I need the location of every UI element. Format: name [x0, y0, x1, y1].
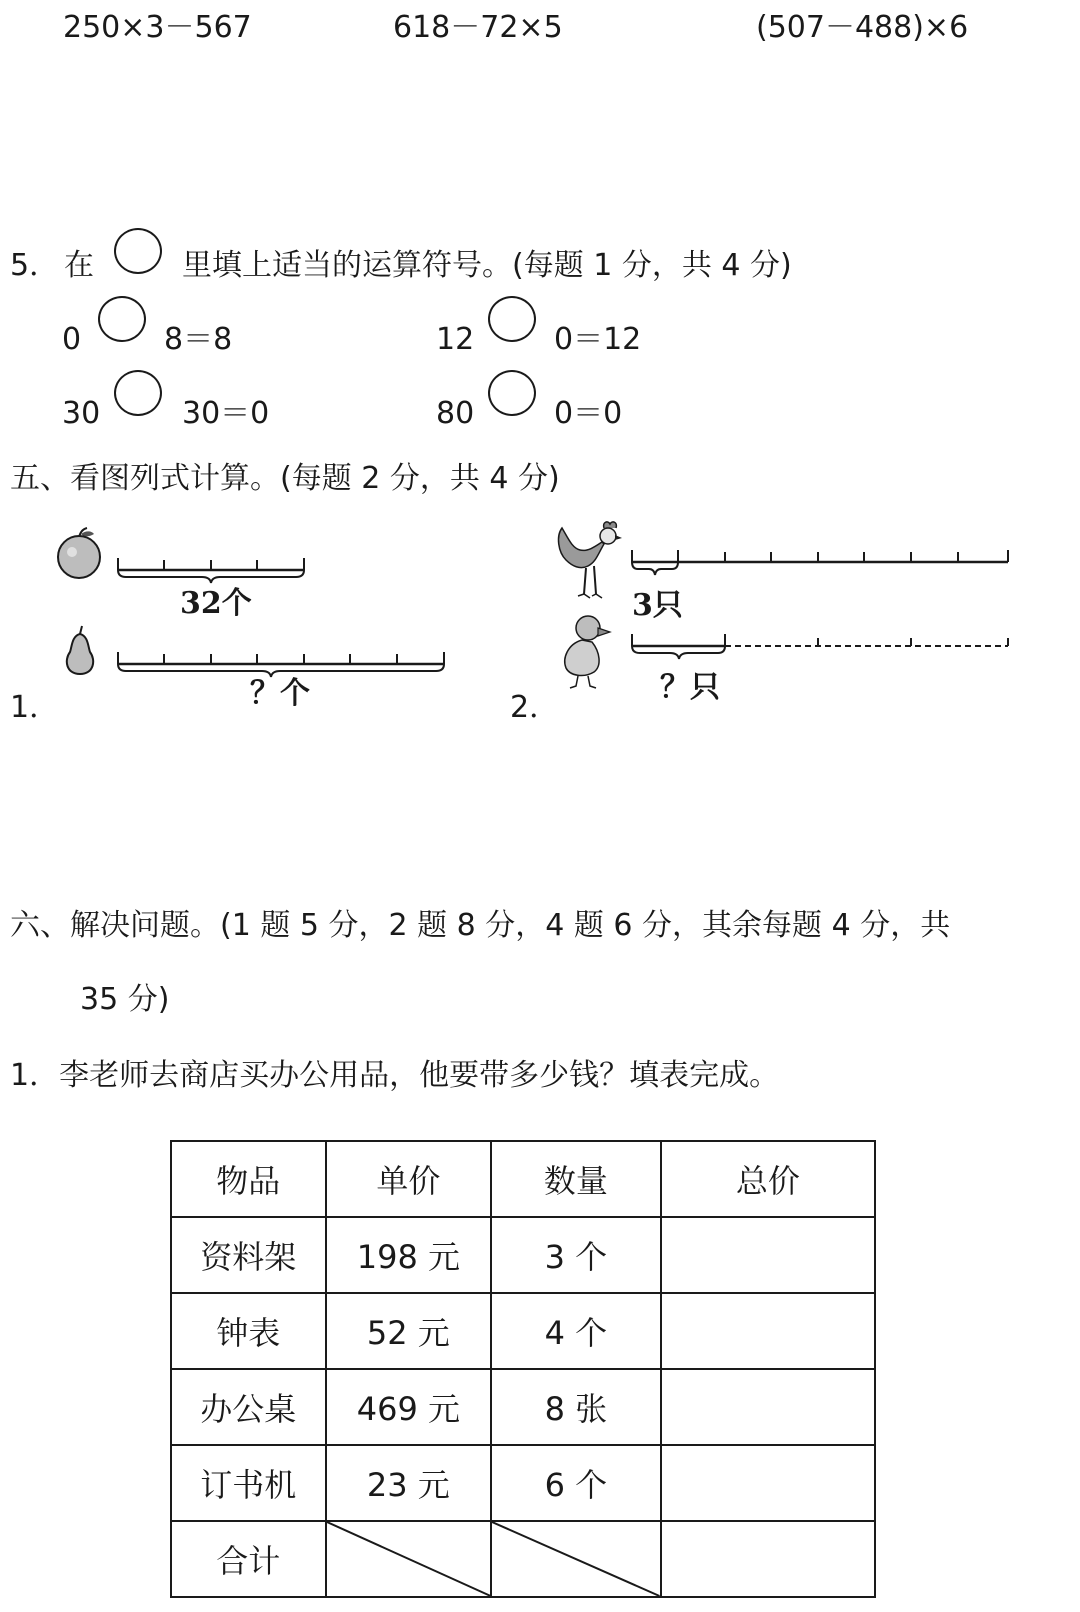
- table-total-row: [171, 1521, 875, 1597]
- cell-total-price[interactable]: [661, 1293, 875, 1369]
- cell-unit-price: 198 元: [326, 1217, 492, 1293]
- cell-quantity: 4 个: [491, 1293, 660, 1369]
- q5-item-2-left: 12: [436, 322, 475, 357]
- header-unit-price: 单价: [326, 1141, 492, 1217]
- cell-total-price[interactable]: [661, 1369, 875, 1445]
- problem-2-number: 2．: [510, 690, 560, 725]
- cell-total-price[interactable]: [661, 1445, 875, 1521]
- q5-item-4-left: 80: [436, 396, 475, 431]
- operator-circle-1[interactable]: [98, 296, 146, 342]
- apple-bar: [110, 550, 310, 584]
- operator-circle-example: [114, 228, 162, 274]
- cell-grand-total[interactable]: [661, 1521, 875, 1597]
- q5-item-1-left: 0: [62, 322, 82, 357]
- problem-1-number: 1．: [10, 690, 60, 725]
- q5-text-before: 在: [64, 248, 94, 283]
- duck-bar: [624, 628, 1014, 662]
- q5-item-1-right: 8＝8: [164, 322, 233, 357]
- table-row: [171, 1369, 875, 1445]
- cell-quantity: 8 张: [491, 1369, 660, 1445]
- section5-title: 五、看图列式计算。(每题 2 分，共 4 分): [10, 461, 560, 496]
- duck-icon: [558, 612, 614, 690]
- table-row: [171, 1445, 875, 1521]
- calc-expression-2: 618－72×5: [393, 10, 563, 45]
- q5-item-3-right: 30＝0: [182, 396, 270, 431]
- header-quantity: 数量: [491, 1141, 660, 1217]
- diagonal-cell: [491, 1521, 660, 1597]
- cell-quantity: 6 个: [491, 1445, 660, 1521]
- operator-circle-3[interactable]: [114, 370, 162, 416]
- pear-count-label: ？个: [250, 676, 310, 711]
- q5-item-2-right: 0＝12: [554, 322, 642, 357]
- calc-expression-1: 250×3－567: [63, 10, 252, 45]
- rooster-icon: [552, 520, 624, 604]
- calc-expression-3: (507－488)×6: [756, 10, 969, 45]
- duck-count-label: ？只: [660, 670, 720, 705]
- q5-item-4-right: 0＝0: [554, 396, 623, 431]
- section6-q1: 1．李老师去商店买办公用品，他要带多少钱？填表完成。: [10, 1058, 780, 1093]
- apple-icon: [54, 526, 104, 580]
- cell-unit-price: 469 元: [326, 1369, 492, 1445]
- q5-text-after: 里填上适当的运算符号。(每题 1 分，共 4 分): [182, 248, 792, 283]
- header-total-price: 总价: [661, 1141, 875, 1217]
- header-item: 物品: [171, 1141, 326, 1217]
- cell-item: 资料架: [171, 1217, 326, 1293]
- apple-count-label: 32个: [180, 586, 252, 621]
- rooster-count-label: 3只: [632, 588, 683, 623]
- pear-bar: [110, 646, 450, 680]
- cell-quantity: 3 个: [491, 1217, 660, 1293]
- q5-item-3-left: 30: [62, 396, 101, 431]
- table-row: [171, 1293, 875, 1369]
- table-row: [171, 1217, 875, 1293]
- cell-total-price[interactable]: [661, 1217, 875, 1293]
- total-label: 合计: [171, 1521, 326, 1597]
- cell-unit-price: 52 元: [326, 1293, 492, 1369]
- rooster-bar: [624, 544, 1014, 578]
- pear-icon: [58, 624, 102, 676]
- cell-item: 订书机: [171, 1445, 326, 1521]
- cell-unit-price: 23 元: [326, 1445, 492, 1521]
- price-table: [170, 1140, 876, 1598]
- q5-number: 5．: [10, 248, 60, 283]
- section6-title-cont: 35 分): [80, 982, 170, 1017]
- operator-circle-2[interactable]: [488, 296, 536, 342]
- diagonal-cell: [326, 1521, 492, 1597]
- cell-item: 钟表: [171, 1293, 326, 1369]
- cell-item: 办公桌: [171, 1369, 326, 1445]
- operator-circle-4[interactable]: [488, 370, 536, 416]
- table-header-row: [171, 1141, 875, 1217]
- section6-title: 六、解决问题。(1 题 5 分，2 题 8 分，4 题 6 分，其余每题 4 分，共: [10, 908, 951, 943]
